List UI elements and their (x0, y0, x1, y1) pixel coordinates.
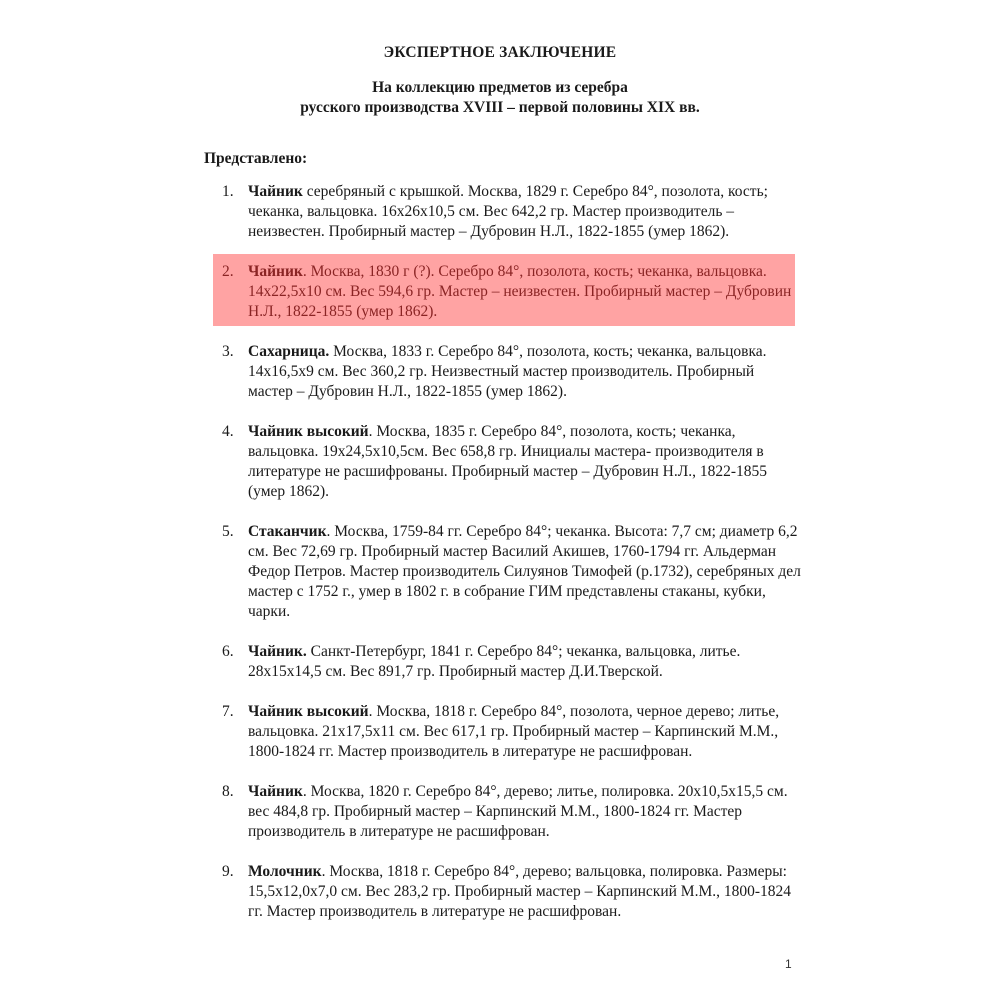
list-item-2 (222, 262, 802, 322)
item-description: Санкт-Петербург, 1841 г. Серебро 84°; чеканка, вальцовка, литье. 28x15x14,5 см. Вес 891,7 гр. Пробирный мастер Д.И.Тверской. (248, 643, 741, 680)
item-description: . Москва, 1759-84 гг. Серебро 84°; чеканка. Высота: 7,7 см; диаметр 6,2 см. Вес 72,69 гр. Пробирный мастер Василий Акишев, 1760-1794 гг. Альдерман Федор Петров. Мастер производитель Силуянов Тимофей (р.1732), серебряных дел мастер с 1752 г., умер в 1802 г. в собрание ГИМ представлены стаканы, кубки, чарки. (248, 523, 801, 620)
item-number: 4. (222, 423, 234, 440)
intro-heading: Представлено: (204, 150, 308, 167)
item-number: 8. (222, 783, 234, 800)
item-number: 3. (222, 343, 234, 360)
list-item-8 (222, 782, 802, 842)
item-name: Чайник высокий (248, 423, 369, 440)
item-name: Чайник высокий (248, 703, 369, 720)
list-item-3 (222, 342, 802, 402)
subtitle-line-2: русского производства XVIII – первой половины XIX вв. (300, 99, 700, 116)
document-subtitle (0, 78, 1000, 118)
item-number: 6. (222, 643, 234, 660)
item-number: 1. (222, 183, 234, 200)
list-item-4 (222, 422, 802, 502)
page-number: 1 (785, 957, 792, 971)
list-item-9 (222, 862, 802, 922)
subtitle-line-1: На коллекцию предметов из серебра (372, 79, 628, 96)
item-name: Чайник (248, 183, 303, 200)
item-number: 9. (222, 863, 234, 880)
item-number: 7. (222, 703, 234, 720)
item-description: . Москва, 1835 г. Серебро 84°, позолота, кость; чеканка, вальцовка. 19x24,5x10,5см. Вес 658,8 гр. Инициалы мастера- производителя в литературе не расшифрованы. Пробирный мастер – Дубровин Н.Л., 1822-1855 (умер 1862). (248, 423, 768, 500)
item-name: Сахарница. (248, 343, 330, 360)
item-description: . Москва, 1818 г. Серебро 84°, дерево; вальцовка, полировка. Размеры: 15,5x12,0x7,0 см. Вес 283,2 гр. Пробирный мастер – Карпинский М.М., 1800-1824 гг. Мастер производитель в литературе не расшифрован. (248, 863, 792, 920)
item-description: . Москва, 1818 г. Серебро 84°, позолота, черное дерево; литье, вальцовка. 21x17,5x11 см. Вес 617,1 гр. Пробирный мастер – Карпинский М.М., 1800-1824 гг. Мастер производитель в литературе не расшифрован. (248, 703, 780, 760)
item-number: 5. (222, 523, 234, 540)
item-name: Стаканчик (248, 523, 327, 540)
item-description: Москва, 1833 г. Серебро 84°, позолота, кость; чеканка, вальцовка. 14x16,5x9 см. Вес 360,2 гр. Неизвестный мастер производитель. Пробирный мастер – Дубровин Н.Л., 1822-1855 (умер 1862). (248, 343, 767, 400)
list-item-5 (222, 522, 802, 622)
item-number: 2. (222, 263, 234, 280)
item-name: Молочник (248, 863, 322, 880)
item-description: . Москва, 1820 г. Серебро 84°, дерево; литье, полировка. 20x10,5x15,5 см. вес 484,8 гр. Пробирный мастер – Карпинский М.М., 1800-1824 гг. Мастер производитель в литературе не расшифрован. (248, 783, 788, 840)
item-description: . Москва, 1830 г (?). Серебро 84°, позолота, кость; чеканка, вальцовка. 14x22,5x10 см. Вес 594,6 гр. Мастер – неизвестен. Пробирный мастер – Дубровин Н.Л., 1822-1855 (умер 1862). (248, 263, 792, 320)
item-description: серебряный с крышкой. Москва, 1829 г. Серебро 84°, позолота, кость; чеканка, вальцовка. 16x26x10,5 см. Вес 642,2 гр. Мастер производитель – неизвестен. Пробирный мастер – Дубровин Н.Л., 1822-1855 (умер 1862). (248, 183, 768, 240)
document-title: ЭКСПЕРТНОЕ ЗАКЛЮЧЕНИЕ (383, 44, 617, 61)
item-name: Чайник. (248, 643, 307, 660)
list-item-6 (222, 642, 802, 682)
list-item-7 (222, 702, 802, 762)
item-name: Чайник (248, 263, 303, 280)
list-item-1 (222, 182, 802, 242)
item-name: Чайник (248, 783, 303, 800)
